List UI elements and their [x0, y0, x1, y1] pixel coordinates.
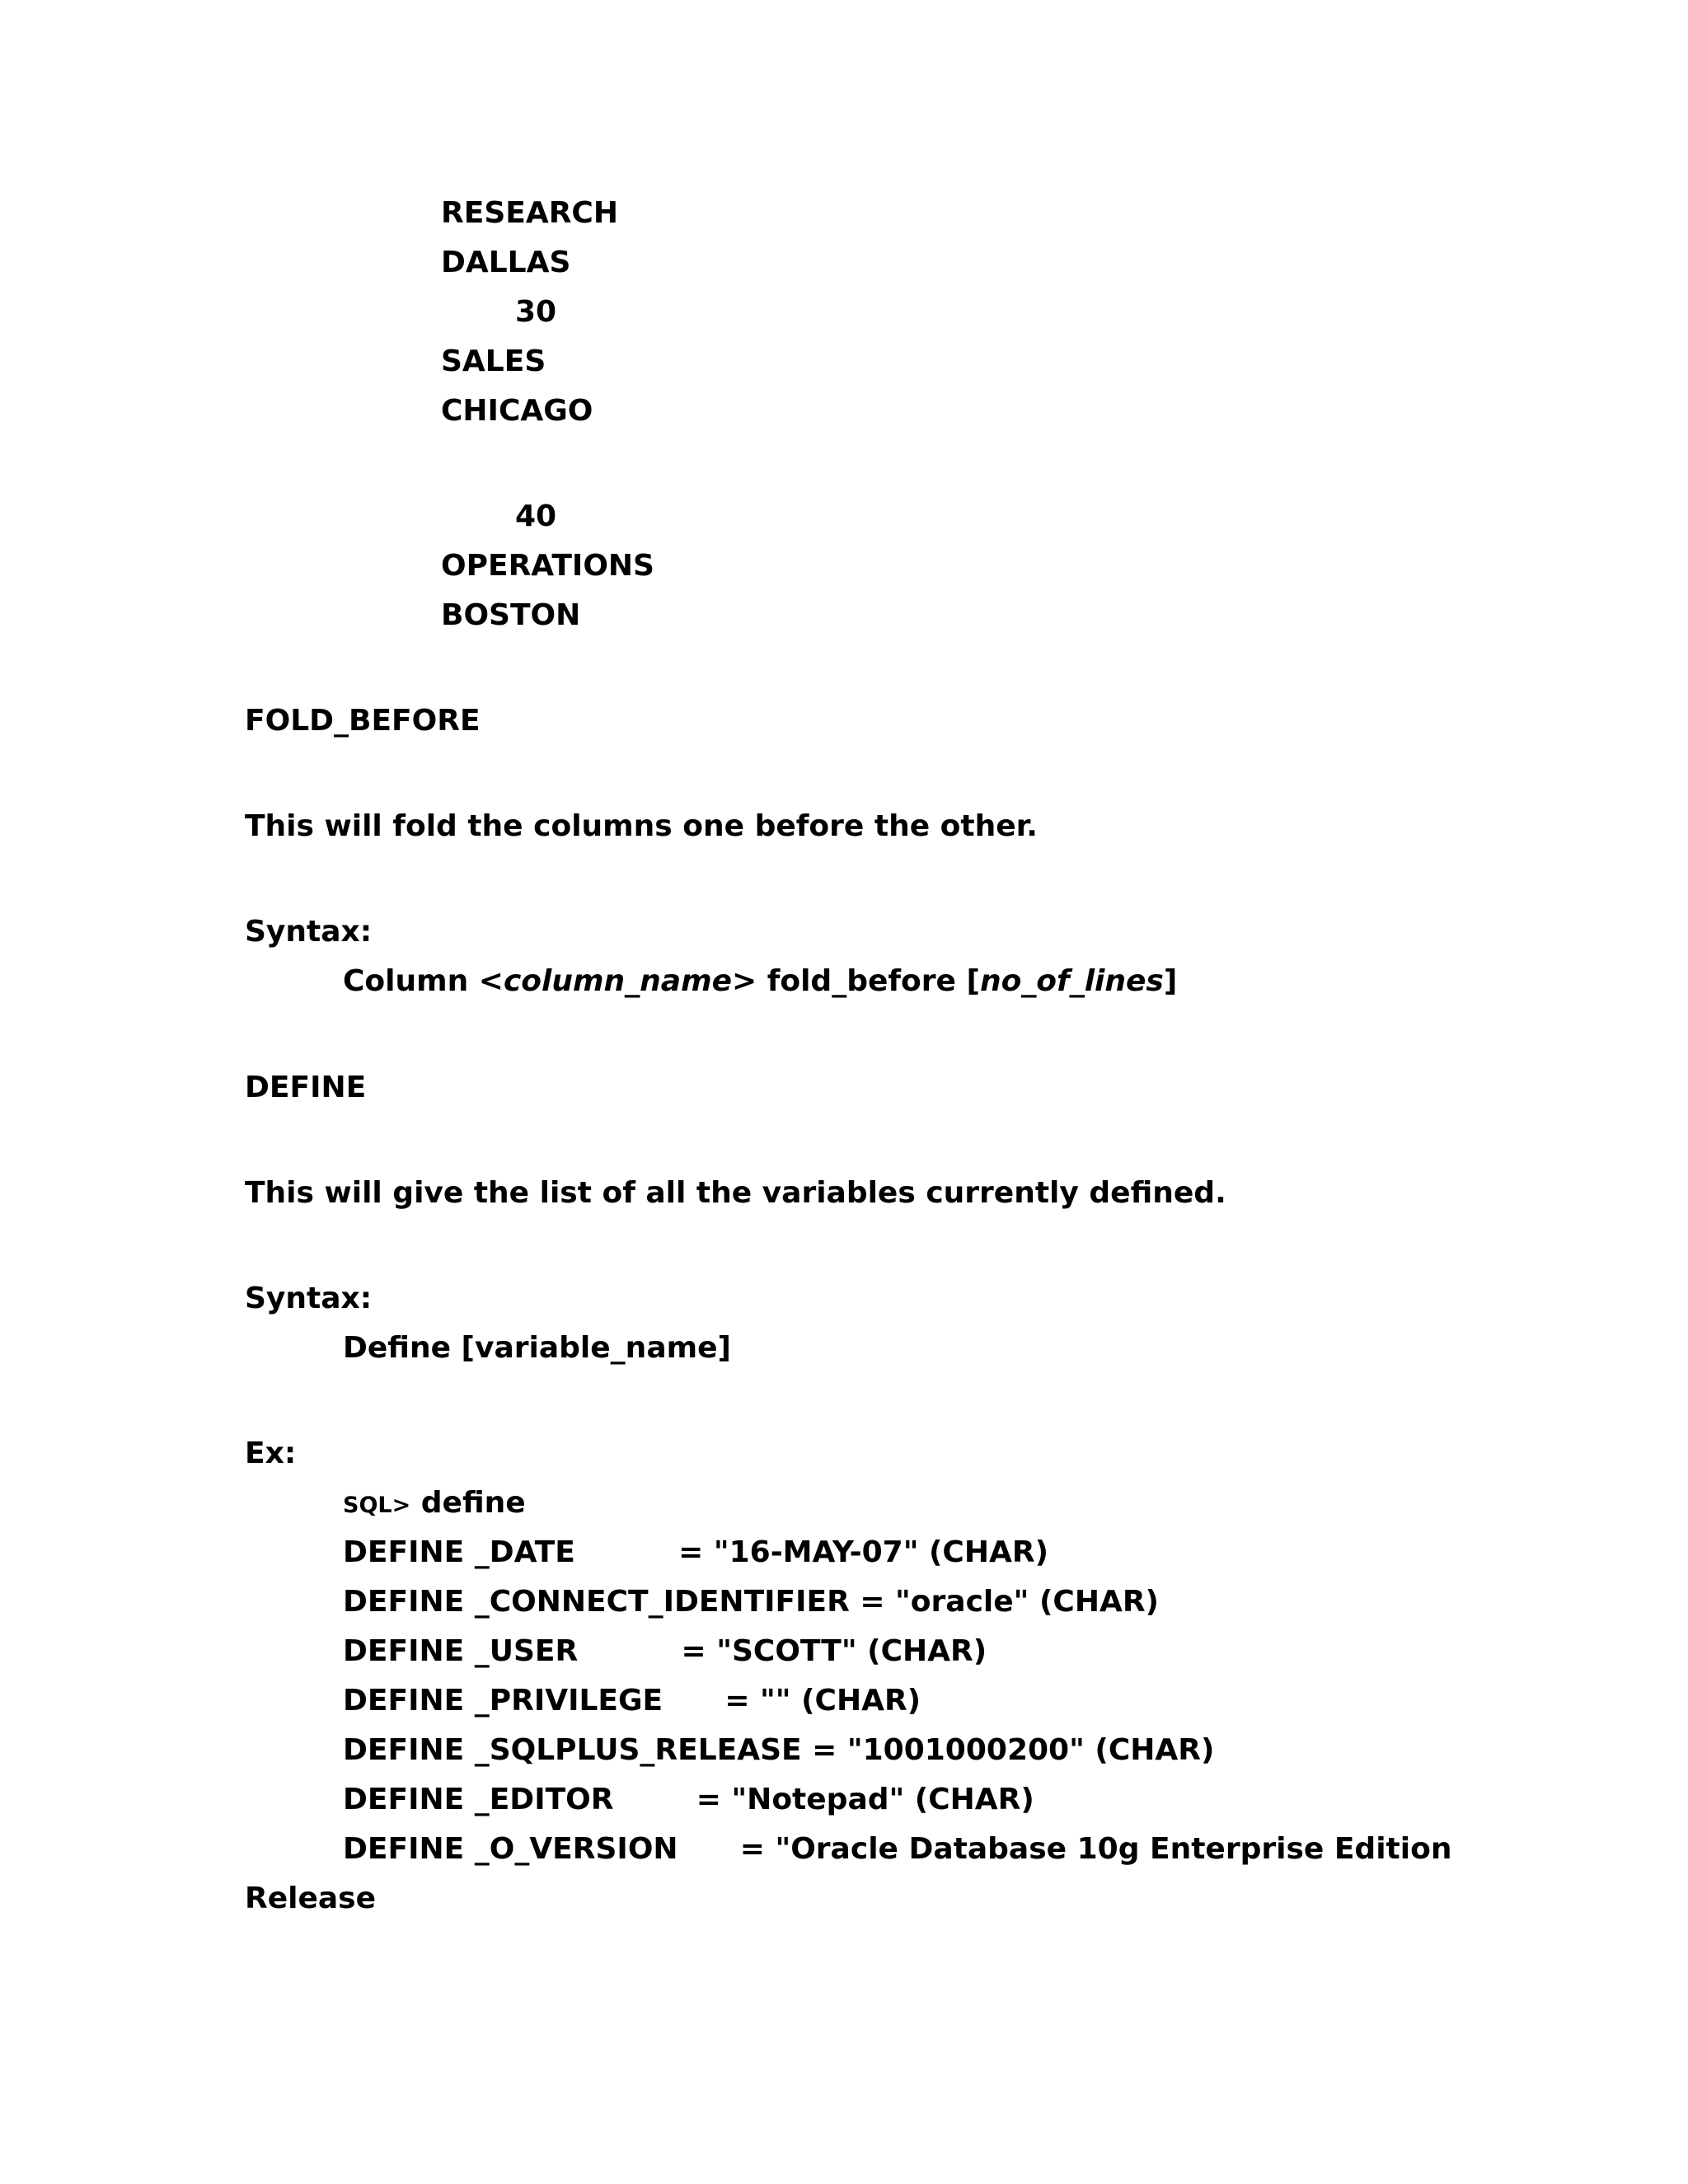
define-line-sqlplus-release: DEFINE _SQLPLUS_RELEASE = "1001000200" (CHAR) — [343, 1733, 1215, 1767]
syntax-prefix: Column < — [343, 964, 504, 998]
fold-before-syntax-label: Syntax: — [245, 915, 373, 949]
define-line-user: DEFINE _USER = "SCOTT" (CHAR) — [343, 1634, 987, 1668]
row-research-dname: RESEARCH — [441, 196, 618, 230]
row-chicago-loc: CHICAGO — [441, 394, 593, 428]
fold-before-description: This will fold the columns one before the other. — [245, 809, 1038, 843]
row-30-deptno: 30 — [515, 295, 557, 329]
sql-prompt: SQL> — [343, 1493, 411, 1518]
define-description: This will give the list of all the variables currently defined. — [245, 1176, 1226, 1210]
syntax-column-name: column_name — [503, 964, 732, 998]
sql-command: define — [410, 1486, 526, 1520]
define-line-privilege: DEFINE _PRIVILEGE = "" (CHAR) — [343, 1684, 921, 1718]
row-dallas-loc: DALLAS — [441, 246, 571, 279]
fold-before-heading: FOLD_BEFORE — [245, 704, 481, 738]
sql-command-line — [343, 1485, 526, 1524]
define-line-date: DEFINE _DATE = "16-MAY-07" (CHAR) — [343, 1535, 1049, 1569]
syntax-suffix: ] — [1163, 964, 1178, 998]
row-boston-loc: BOSTON — [441, 598, 581, 632]
syntax-middle: > fold_before [ — [732, 964, 980, 998]
row-operations-dname: OPERATIONS — [441, 549, 654, 583]
define-line-editor: DEFINE _EDITOR = "Notepad" (CHAR) — [343, 1783, 1034, 1816]
fold-before-syntax — [343, 963, 1177, 1000]
define-syntax-label: Syntax: — [245, 1282, 373, 1315]
define-line-connect-identifier: DEFINE _CONNECT_IDENTIFIER = "oracle" (CHAR) — [343, 1585, 1159, 1619]
define-syntax: Define [variable_name] — [343, 1331, 731, 1365]
example-label: Ex: — [245, 1436, 297, 1470]
syntax-no-of-lines: no_of_lines — [979, 964, 1164, 998]
row-sales-dname: SALES — [441, 344, 546, 378]
define-heading: DEFINE — [245, 1071, 367, 1104]
define-line-o-version: DEFINE _O_VERSION = "Oracle Database 10g Enterprise Edition — [343, 1832, 1452, 1866]
define-line-continuation: Release — [245, 1882, 377, 1915]
row-40-deptno: 40 — [515, 499, 557, 533]
